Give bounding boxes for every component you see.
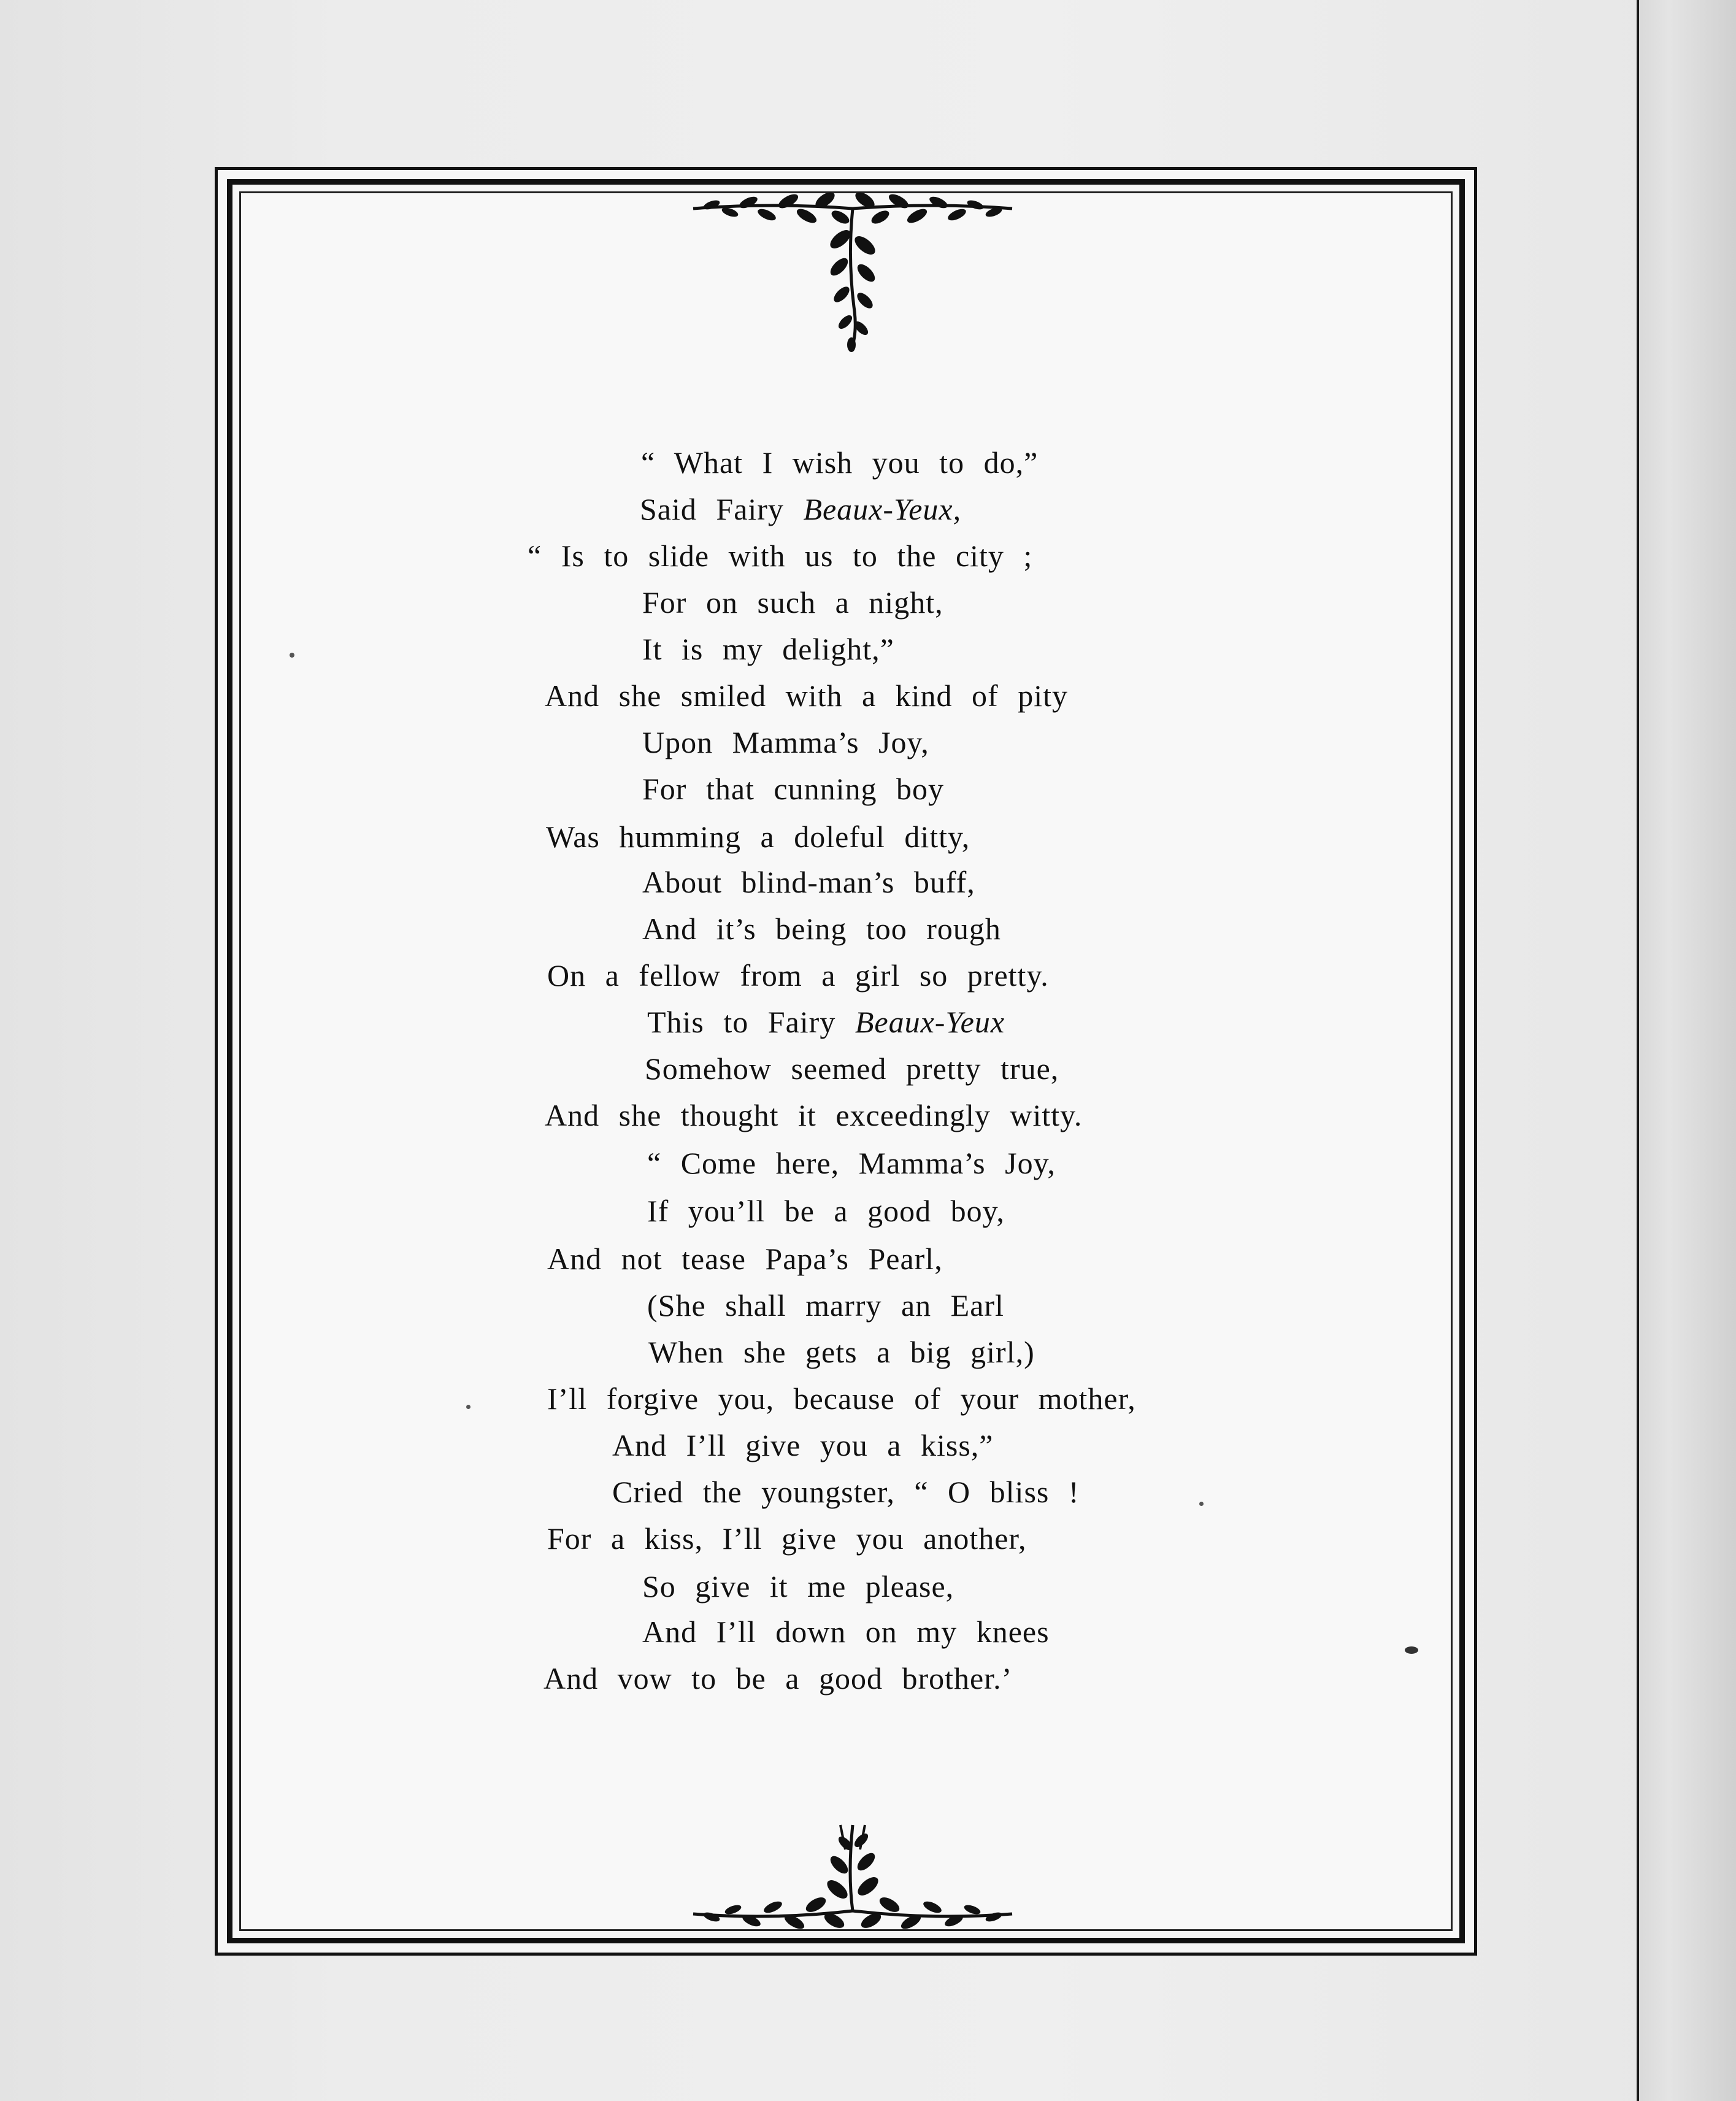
poem-line-part: Said Fairy [640, 492, 784, 526]
poem-line: Cried the youngster, “ O bliss ! [612, 1475, 1080, 1509]
poem-line: And she smiled with a kind of pity [545, 678, 1068, 713]
poem-line-italic: Beaux-Yeux, [803, 492, 962, 526]
poem-line: And I’ll give you a kiss,” [612, 1428, 994, 1462]
poem-line: And vow to be a good brother.’ [543, 1661, 1013, 1696]
poem-line: “ What I wish you to do,” [641, 445, 1039, 480]
poem-line-part: This to Fairy [647, 1005, 836, 1039]
poem-line: And not tease Papa’s Pearl, [547, 1242, 943, 1276]
scan-speck [1199, 1502, 1204, 1506]
scan-speck [290, 653, 294, 658]
poem-line: On a fellow from a girl so pretty. [547, 958, 1049, 993]
poem-line: Somehow seemed pretty true, [645, 1051, 1059, 1086]
poem-line: When she gets a big girl,) [648, 1335, 1035, 1369]
poem-line: For a kiss, I’ll give you another, [547, 1521, 1027, 1556]
poem-line: About blind-man’s buff, [642, 865, 975, 899]
poem-line [647, 1004, 1005, 1040]
poem-line: Was humming a doleful ditty, [546, 820, 970, 854]
poem-line-italic: Beaux-Yeux [855, 1005, 1005, 1039]
poem-line: For on such a night, [642, 585, 943, 620]
poem-line: (She shall marry an Earl [647, 1288, 1004, 1323]
poem-line: “ Come here, Mamma’s Joy, [647, 1146, 1056, 1180]
poem-line: “ Is to slide with us to the city ; [528, 539, 1033, 573]
poem-line: I’ll forgive you, because of your mother, [547, 1381, 1136, 1416]
poem-line: It is my delight,” [642, 632, 894, 666]
poem-line: And it’s being too rough [642, 912, 1001, 946]
poem-line: And she thought it exceedingly witty. [545, 1098, 1083, 1132]
poem-line: For that cunning boy [642, 772, 945, 806]
poem-line: So give it me please, [642, 1569, 954, 1604]
poem-line: If you’ll be a good boy, [647, 1194, 1005, 1228]
scan-speck [1405, 1646, 1418, 1654]
poem-line: And I’ll down on my knees [642, 1615, 1050, 1649]
scan-speck [466, 1405, 470, 1409]
poem-line: Upon Mamma’s Joy, [642, 725, 929, 759]
poem-line [640, 491, 961, 528]
